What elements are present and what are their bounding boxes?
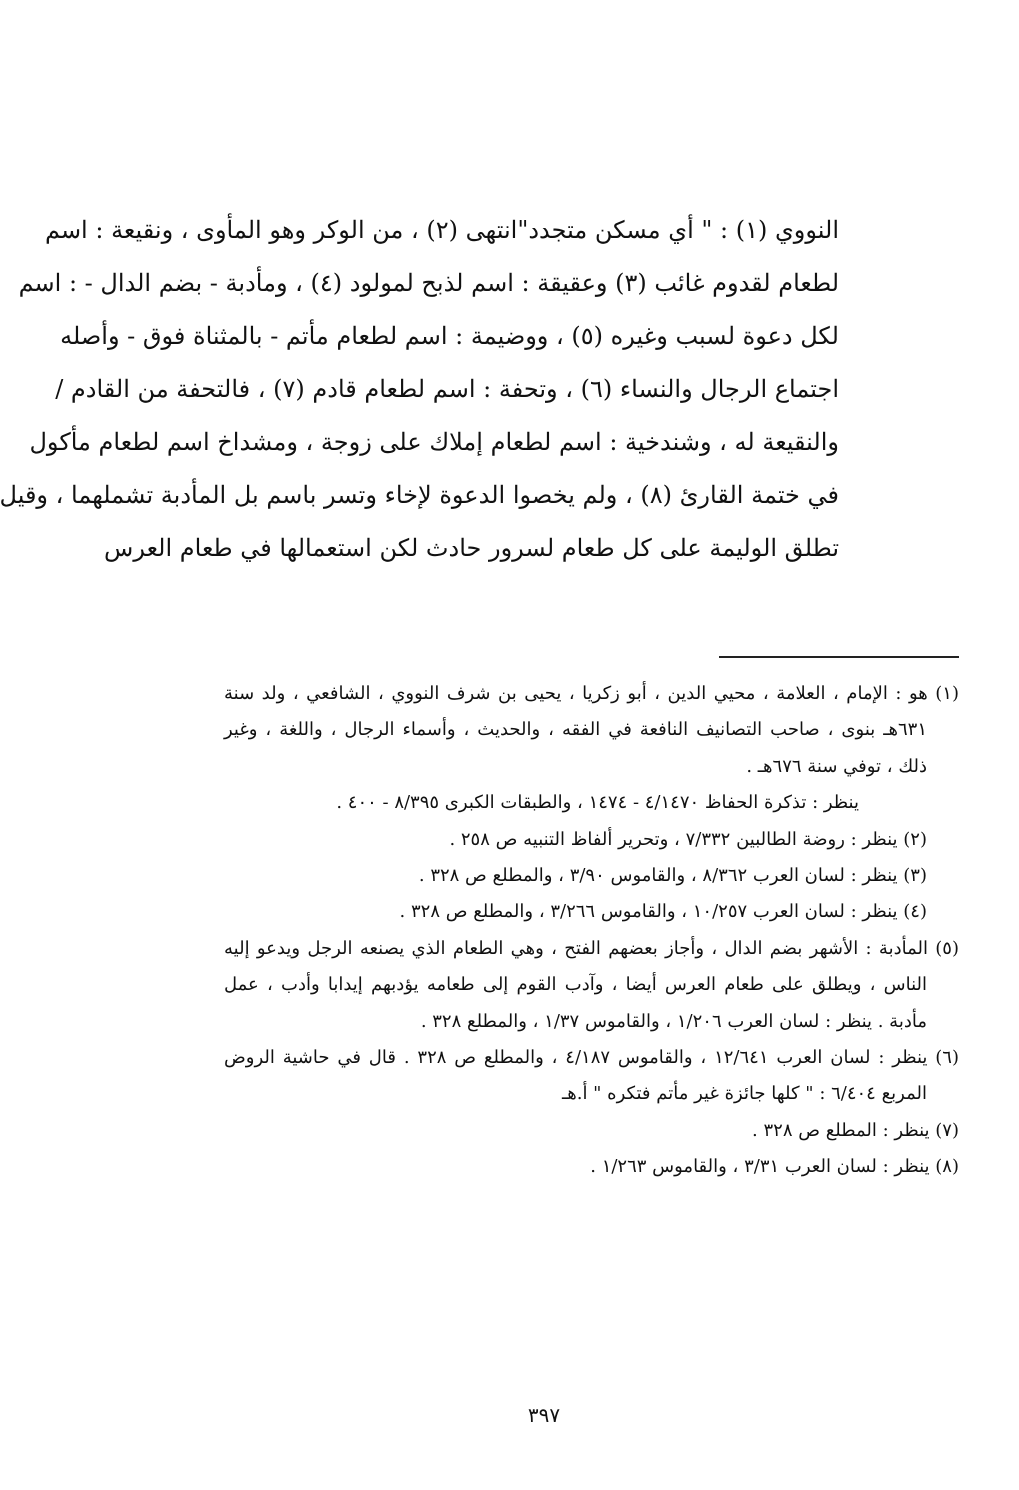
main-text-line: في ختمة القارئ (٨) ، ولم يخصوا الدعوة لإخاء وتسر باسم بل المأدبة تشملهما ، وقيل [0, 481, 839, 509]
footnote-line: (٢) ينظر : روضة الطالبين ٧/٣٣٢ ، وتحرير ألفاظ التنبيه ص ٢٥٨ . [449, 828, 927, 850]
main-text-line: والنقيعة له ، وشندخية : اسم لطعام إملاك على زوجة ، ومشداخ اسم لطعام مأكول [29, 428, 839, 456]
footnote-line: مأدبة . ينظر : لسان العرب ١/٢٠٦ ، والقاموس ١/٣٧ ، والمطلع ٣٢٨ . [420, 1010, 927, 1032]
main-text-line: لكل دعوة لسبب وغيره (٥) ، ووضيمة : اسم لطعام مأتم - بالمثناة فوق - وأصله [60, 322, 839, 350]
footnote-line: (٥) المأدبة : الأشهر بضم الدال ، وأجاز بعضهم الفتح ، وهي الطعام الذي يصنعه الرجل ويدعو إليه [224, 937, 959, 959]
main-text-line: لطعام لقدوم غائب (٣) وعقيقة : اسم لذبح لمولود (٤) ، ومأدبة - بضم الدال - : اسم [18, 269, 839, 297]
footnote-line: الناس ، ويطلق على طعام العرس أيضا ، وآدب القوم إلى طعامه يؤدبهم إيدابا وأدب ، عمل [224, 974, 927, 996]
page-number: ٣٩٧ [527, 1403, 561, 1427]
footnote-line: ينظر : تذكرة الحفاظ ٤/١٤٧٠ - ١٤٧٤ ، والطبقات الكبرى ٨/٣٩٥ - ٤٠٠ . [336, 792, 859, 814]
main-text-line: تطلق الوليمة على كل طعام لسرور حادث لكن استعمالها في طعام العرس [104, 534, 839, 562]
footnote-line: (٨) ينظر : لسان العرب ٣/٣١ ، والقاموس ١/٢٦٣ . [590, 1156, 959, 1178]
footnote-line: (٣) ينظر : لسان العرب ٨/٣٦٢ ، والقاموس ٣/٩٠ ، والمطلع ص ٣٢٨ . [418, 864, 927, 886]
footnote-line: المربع ٦/٤٠٤ : " كلها جائزة غير مأتم فتكره " أ.هـ [561, 1083, 927, 1105]
main-text-line: اجتماع الرجال والنساء (٦) ، وتحفة : اسم لطعام قادم (٧) ، فالتحفة من القادم / [55, 375, 839, 403]
footnote-line: ذلك ، توفي سنة ٦٧٦هـ . [746, 755, 927, 777]
footnotes [224, 676, 959, 1185]
footnote-line: (٧) ينظر : المطلع ص ٣٢٨ . [752, 1119, 959, 1141]
main-text [0, 204, 839, 575]
footnote-divider [719, 656, 959, 658]
footnote-line: (٦) ينظر : لسان العرب ١٢/٦٤١ ، والقاموس ٤/١٨٧ ، والمطلع ص ٣٢٨ . قال في حاشية الروض [224, 1046, 959, 1068]
footnote-line: ٦٣١هـ بنوى ، صاحب التصانيف النافعة في الفقه ، والحديث ، وأسماء الرجال ، واللغة ، وغير [224, 719, 927, 741]
main-text-line: النووي (١) : " أي مسكن متجدد"انتهى (٢) ، من الوكر وهو المأوى ، ونقيعة : اسم [44, 216, 839, 244]
footnote-line: (١) هو : الإمام ، العلامة ، محيي الدين ، أبو زكريا ، يحيى بن شرف النووي ، الشافعي ، ولد سنة [224, 683, 959, 704]
footnote-line: (٤) ينظر : لسان العرب ١٠/٢٥٧ ، والقاموس ٣/٢٦٦ ، والمطلع ص ٣٢٨ . [399, 901, 927, 923]
